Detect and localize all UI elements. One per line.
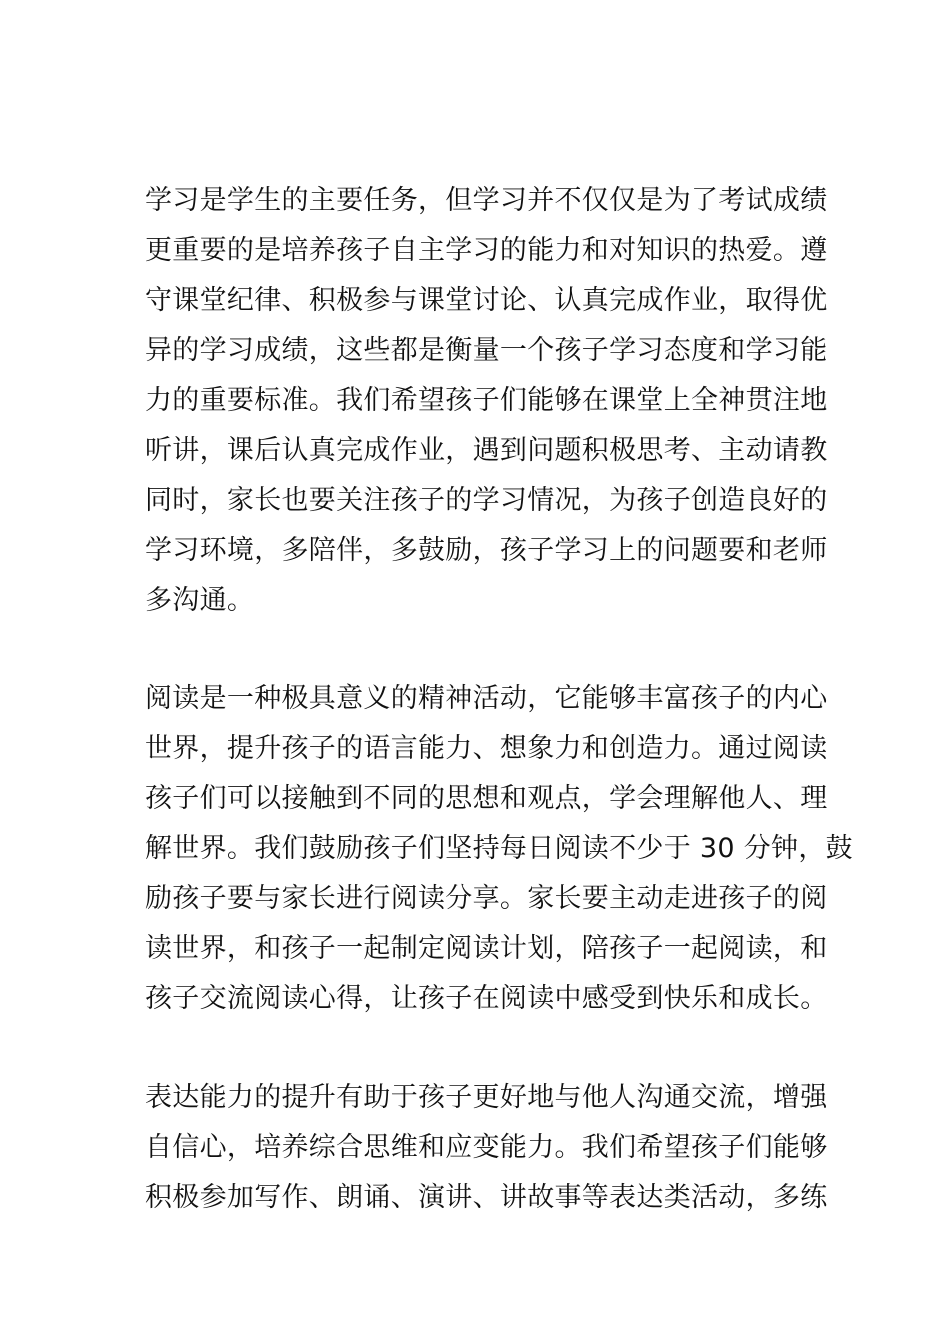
paragraph-study: [145, 176, 828, 626]
text-line: 同时，家长也要关注孩子的学习情况，为孩子创造良好的: [145, 485, 828, 516]
text-line: 励孩子要与家长进行阅读分享。家长要主动走进孩子的阅: [145, 883, 828, 914]
text-line: 学习是学生的主要任务，但学习并不仅仅是为了考试成绩: [145, 185, 828, 216]
paragraph-expression: [145, 1073, 828, 1223]
text-line: 解世界。我们鼓励孩子们坚持每日阅读不少于 30 分钟，鼓: [145, 833, 853, 864]
text-line: 学习环境，多陪伴，多鼓励，孩子学习上的问题要和老师: [145, 535, 828, 566]
text-line: 孩子交流阅读心得，让孩子在阅读中感受到快乐和成长。: [145, 983, 828, 1014]
text-line: 阅读是一种极具意义的精神活动，它能够丰富孩子的内心: [145, 683, 828, 714]
text-line: 表达能力的提升有助于孩子更好地与他人沟通交流，增强: [145, 1082, 828, 1113]
text-line: 积极参加写作、朗诵、演讲、讲故事等表达类活动，多练: [145, 1182, 828, 1213]
text-line: 更重要的是培养孩子自主学习的能力和对知识的热爱。遵: [145, 235, 828, 266]
text-line: 听讲，课后认真完成作业，遇到问题积极思考、主动请教: [145, 435, 828, 466]
text-line: 读世界，和孩子一起制定阅读计划，陪孩子一起阅读，和: [145, 933, 828, 964]
text-line: 世界，提升孩子的语言能力、想象力和创造力。通过阅读: [145, 733, 828, 764]
text-line: 自信心，培养综合思维和应变能力。我们希望孩子们能够: [145, 1132, 828, 1163]
text-line: 异的学习成绩，这些都是衡量一个孩子学习态度和学习能: [145, 335, 828, 366]
text-line: 守课堂纪律、积极参与课堂讨论、认真完成作业，取得优: [145, 285, 828, 316]
text-line: 多沟通。: [145, 585, 255, 616]
paragraph-reading: [145, 674, 853, 1024]
text-line: 力的重要标准。我们希望孩子们能够在课堂上全神贯注地: [145, 385, 828, 416]
text-line: 孩子们可以接触到不同的思想和观点，学会理解他人、理: [145, 783, 828, 814]
